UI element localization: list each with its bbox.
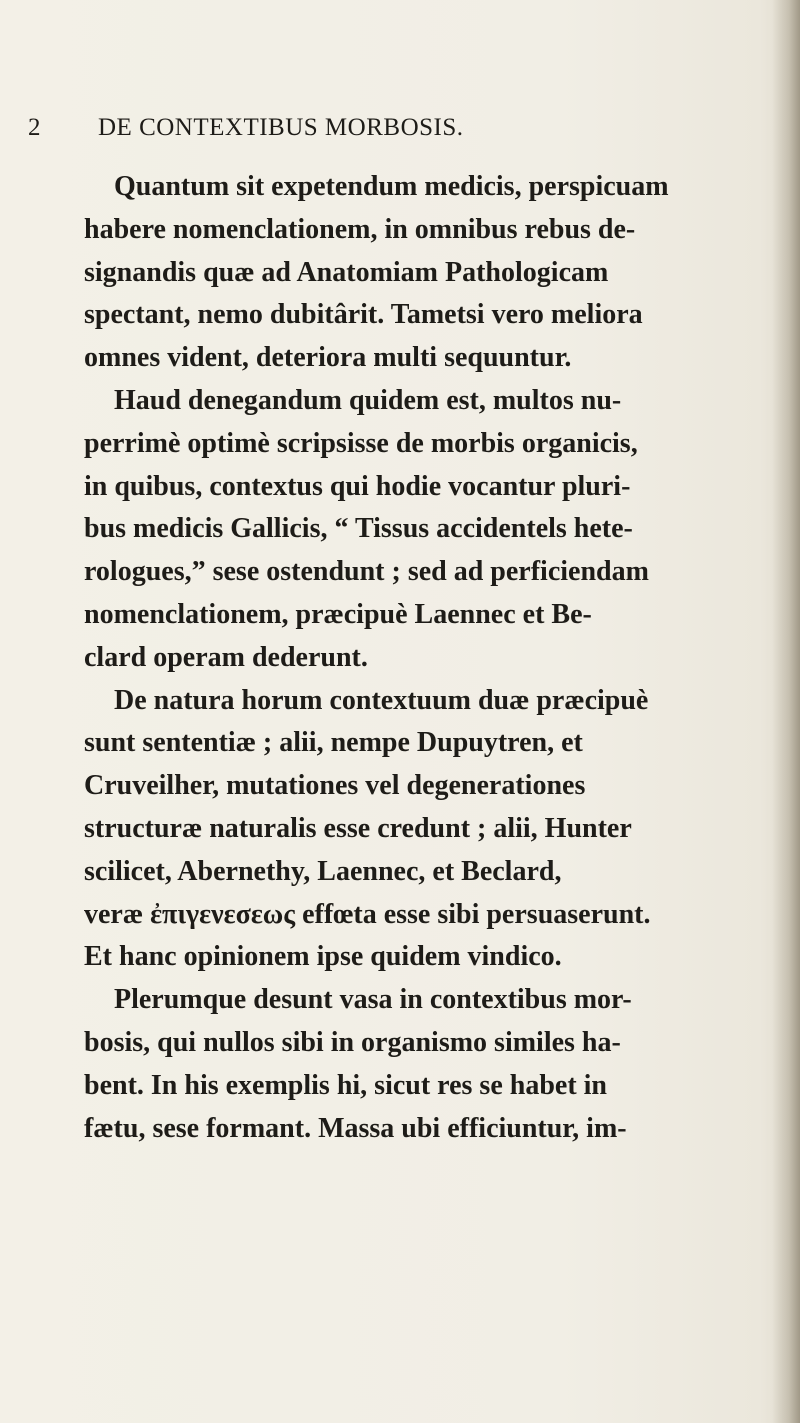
text-line: in quibus, contextus qui hodie vocantur pluri- [84,470,631,502]
text-line: Haud denegandum quidem est, multos nu- [114,384,622,416]
text-line: bosis, qui nullos sibi in organismo similes ha- [84,1026,621,1058]
text-line: bus medicis Gallicis, “ Tissus accidentels hete- [84,513,633,545]
text-line: scilicet, Abernethy, Laennec, et Beclard, [84,855,562,887]
text-line: omnes vident, deteriora multi sequuntur. [84,342,572,374]
text-line: fætu, sese formant. Massa ubi efficiuntur, im- [84,1112,627,1144]
text-line: sunt sententiæ ; alii, nempe Dupuytren, et [84,727,583,759]
text-line: De natura horum contextuum duæ præcipuè [114,684,649,716]
text-line: bent. In his exemplis hi, sicut res se habet in [84,1069,607,1101]
text-line: veræ ἐπιγενεσεως effœta esse sibi persuaserunt. [84,898,651,930]
text-line: spectant, nemo dubitârit. Tametsi vero meliora [84,299,643,331]
text-line: Plerumque desunt vasa in contextibus mor- [114,984,632,1016]
text-line: signandis quæ ad Anatomiam Pathologicam [84,256,609,288]
text-line: Quantum sit expetendum medicis, perspicuam [114,171,669,202]
text-line: rologues,” sese ostendunt ; sed ad perficiendam [84,556,649,588]
running-title: DE CONTEXTIBUS MORBOSIS. [98,114,464,141]
body-text [84,166,784,1150]
text-line: nomenclationem, præcipuè Laennec et Be- [84,598,592,630]
text-line: Cruveilher, mutationes vel degenerationes [84,770,586,802]
text-line: structuræ naturalis esse credunt ; alii, Hunter [84,812,632,844]
text-line: clard operam dederunt. [84,641,368,673]
text-line: perrimè optimè scripsisse de morbis organicis, [84,427,638,459]
page-number: 2 [28,114,41,141]
text-line: habere nomenclationem, in omnibus rebus de- [84,213,636,245]
text-line: Et hanc opinionem ipse quidem vindico. [84,941,562,973]
